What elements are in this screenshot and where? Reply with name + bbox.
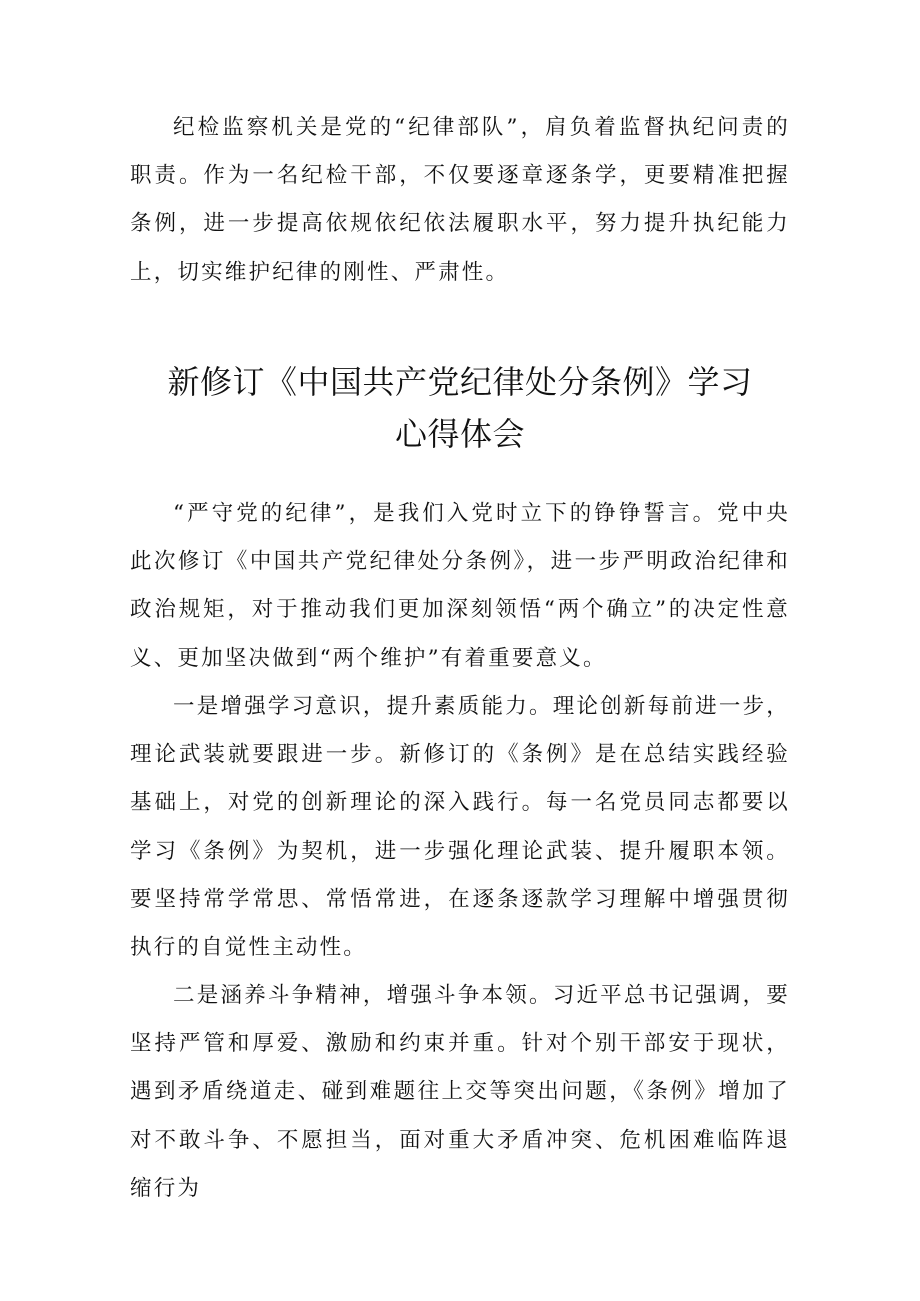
title-line-1: 新修订《中国共产党纪律处分条例》学习 <box>167 363 753 401</box>
paragraph-oath: “严守党的纪律”，是我们入党时立下的铮铮誓言。党中央此次修订《中国共产党纪律处分条例》，进一步严明政治纪律和政治规矩，对于推动我们更加深刻领悟“两个确立”的决定性意义、更加坚决做到“两个维护”有着重要意义。 <box>130 501 790 671</box>
title-line-2: 心得体会 <box>394 415 525 453</box>
paragraph-learning: 一是增强学习意识，提升素质能力。理论创新每前进一步，理论武装就要跟进一步。新修订的《条例》是在总结实践经验基础上，对党的创新理论的深入践行。每一名党员同志都要以学习《条例》为契机，进一步强化理论武装、提升履职本领。要坚持常学常思、常悟常进，在逐条逐款学习理解中增强贯彻执行的自觉性主动性。 <box>130 694 790 961</box>
document-title <box>0 356 920 460</box>
intro-paragraph: 纪检监察机关是党的“纪律部队”，肩负着监督执纪问责的职责。作为一名纪检干部，不仅要逐章逐条学，更要精准把握条例，进一步提高依规依纪依法履职水平，努力提升执纪能力上，切实维护纪律的刚性、严肃性。 <box>130 115 790 285</box>
paragraph-struggle: 二是涵养斗争精神，增强斗争本领。习近平总书记强调，要坚持严管和厚爱、激励和约束并重。针对个别干部安于现状，遇到矛盾绕道走、碰到难题往上交等突出问题，《条例》增加了对不敢斗争、不愿担当，面对重大矛盾冲突、危机困难临阵退缩行为 <box>130 983 790 1201</box>
